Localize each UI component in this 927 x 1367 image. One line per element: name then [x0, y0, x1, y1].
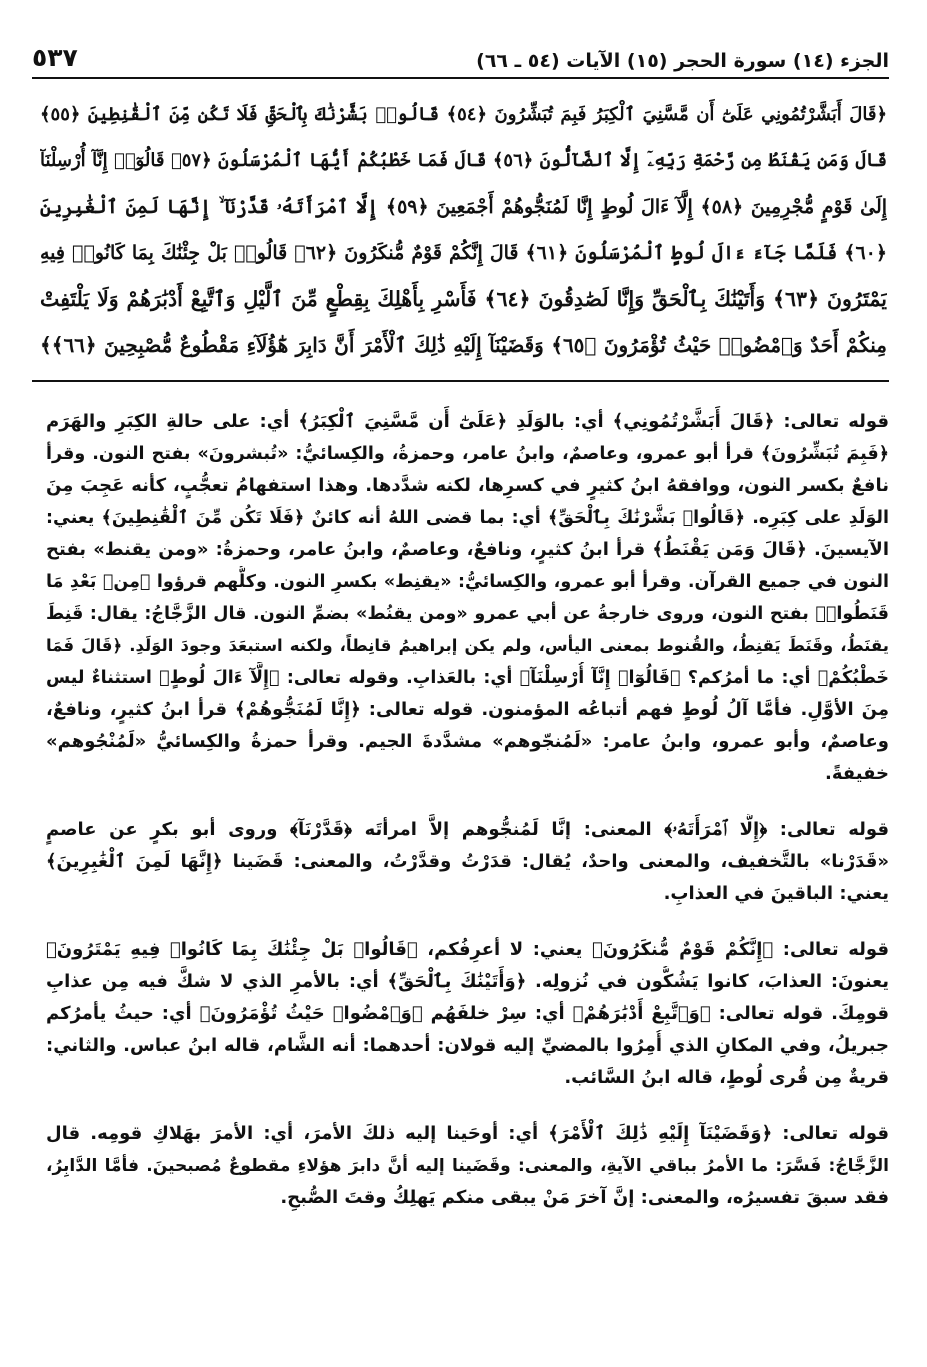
verse-line: ﴿٦٠﴾ فَلَمَّا جَآءَ ءَالَ لُوطٍ ٱلْمُرْسَلُونَ ﴿٦١﴾ قَالَ إِنَّكُمْ قَوْمٌ مُّنكَرُونَ ﴿٦٢﴾ قَالُوا۟ بَلْ جِئْنَٰكَ بِمَا كَانُوا۟ فِيهِ	[40, 242, 887, 264]
page-header	[32, 28, 889, 72]
commentary-line: قَنَطُوا۟﴾ بفتح النون، وروى خارجةُ عن أبي عمرو «ومن يقنُط» بضمِّ النون. قال الزَّجَّاجُ: يقال: قَنِطَ	[46, 604, 889, 624]
verse-line: ﴿قَالَ أَبَشَّرْتُمُونِي عَلَىٰٓ أَن مَّسَّنِيَ ٱلْكِبَرُ فَبِمَ تُبَشِّرُونَ ﴿٥٤﴾ قَالُوا۟ بَشَّرْنَٰكَ بِٱلْحَقِّ فَلَا تَكُن مِّنَ ٱلْقَٰنِطِينَ ﴿٥٥﴾	[40, 104, 887, 125]
commentary-line: قريةٌ مِن قُرى لُوطٍ، قاله ابنُ السَّائب.	[564, 1067, 889, 1088]
commentary-line: وعاصمٌ، وأبو عمرو، وابنُ عامر: «لَمُنجّوهم» مشدَّدةَ الجيم. وقرأ حمزةُ والكِسائيُّ «لَمُنْجُوهم»	[46, 731, 889, 752]
verses-divider	[32, 380, 889, 382]
header-divider	[32, 77, 889, 79]
commentary-paragraph	[46, 406, 889, 790]
commentary-line: يعنونَ: العذابَ، كانوا يَشُكُّون في نُزولِه. ﴿وَأَتَيْنَٰكَ بِٱلْحَقِّ﴾ أي: بالأمرِ الذي لا شكَّ فيه مِن عذابِ	[46, 971, 889, 992]
verse-line: قَالَ وَمَن يَقْنَطُ مِن رَّحْمَةِ رَبِّهِۦٓ إِلَّا ٱلضَّآلُّونَ ﴿٥٦﴾ قَالَ فَمَا خَطْبُكُمْ أَيُّهَا ٱلْمُرْسَلُونَ ﴿٥٧﴾ قَالُوٓا۟ إِنَّآ أُرْسِلْنَآ	[40, 150, 887, 171]
commentary-line: يعني: الباقينَ في العذابِ.	[663, 883, 889, 904]
commentary-line: جبريلُ، وفي المكانِ الذي أُمِرُوا بالمضيِّ إليه قولان: أحدهما: أنه الشَّام، قاله ابنُ عباس. والثاني:	[46, 1035, 889, 1056]
commentary-line: خفيفةً.	[825, 763, 889, 784]
commentary-line: الآيسينَ. ﴿قَالَ وَمَن يَقْنَطُ﴾ قرأ ابنُ كثيرٍ، ونافعٌ، وعاصمٌ، وابنُ عامر، وحمزةُ: «ومن يقنط» بفتح	[46, 539, 889, 560]
header-title: الجزء (١٤) سورة الحجر (١٥) الآيات (٥٤ ـ ٦٦)	[476, 50, 889, 72]
commentary-line: خَطْبُكُمْ﴾ أي: ما أمرُكم؟ ﴿قَالُوٓا۟ إِنَّآ أُرْسِلْنَآ﴾ أي: بالعَذابِ. وقوله تعالى: ﴿إِلَّآ ءَالَ لُوطٍ﴾ استثناءٌ ليس	[46, 668, 889, 688]
commentary-paragraph	[46, 814, 889, 910]
commentary-line: النون في جميع القرآن. وقرأ أبو عمرو، والكِسائيُّ: «يقنِط» بكسرِ النون. وكلُّهم قرؤوا ﴿مِنۢ بَعْدِ مَا	[46, 572, 889, 592]
commentary-paragraph	[46, 1118, 889, 1214]
tafsir-commentary	[46, 406, 889, 1214]
commentary-line: مِنَ الأوَّلِ. فأمَّا آلُ لُوطٍ فهم أتباعُه المؤمنون. قوله تعالى: ﴿إِنَّا لَمُنَجُّوهُمْ﴾ قرأ ابنُ كثيرٍ، ونافعٌ،	[46, 699, 889, 720]
verse-line: مِنكُمْ أَحَدٌ وَٱمْضُوا۟ حَيْثُ تُؤْمَرُونَ ﴿٦٥﴾ وَقَضَيْنَآ إِلَيْهِ ذَٰلِكَ ٱلْأَمْرَ أَنَّ دَابِرَ هَٰٓؤُلَآءِ مَقْطُوعٌ مُّصْبِحِينَ ﴿٦٦﴾﴾	[40, 333, 887, 357]
commentary-line: قومِكَ. قوله تعالى: ﴿وَٱتَّبِعْ أَدْبَٰرَهُمْ﴾ أي: سِرْ خلفَهُم ﴿وَٱمْضُوا۟ حَيْثُ تُؤْمَرُونَ﴾ أي: حيثُ يأمرُكم	[46, 1003, 889, 1024]
commentary-line: ﴿فَبِمَ تُبَشِّرُونَ﴾ قرأ أبو عمرو، وعاصمٌ، وابنُ عامر، وحمزةُ، والكِسائيُّ: «تُبشرونَ» بفتح النون. وقرأ	[46, 444, 889, 464]
commentary-line: يقنَطُ، وقَنَطَ يَقنِطُ، والقُنوط بمعنى اليأس، ولم يكن إبراهيمُ قانِطاً، ولكنه استبعَدَ وجودَ الوَلَدِ. ﴿قَالَ فَمَا	[46, 636, 889, 655]
commentary-line: الوَلَدِ على كِبَرِه. ﴿قَالُوا۟ بَشَّرْنَٰكَ بِٱلْحَقِّ﴾ أي: بما قضى اللهُ أنه كائنٌ ﴿فَلَا تَكُن مِّنَ ٱلْقَٰنِطِينَ﴾ يعني:	[46, 508, 889, 528]
verse-line: إِلَىٰ قَوْمٍ مُّجْرِمِينَ ﴿٥٨﴾ إِلَّآ ءَالَ لُوطٍ إِنَّا لَمُنَجُّوهُمْ أَجْمَعِينَ ﴿٥٩﴾ إِلَّا ٱمْرَأَتَهُۥ قَدَّرْنَآ ۙ إِنَّهَا لَمِنَ ٱلْغَٰبِرِينَ	[40, 196, 887, 218]
commentary-line: قوله تعالى: ﴿إِنَّكُمْ قَوْمٌ مُّنكَرُونَ﴾ يعني: لا أعرِفُكم، ﴿قَالُوا۟ بَلْ جِئْنَٰكَ بِمَا كَانُوا۟ فِيهِ يَمْتَرُونَ﴾	[46, 939, 889, 960]
commentary-line: «قَدَرْنا» بالتَّخفيف، والمعنى واحدٌ، يُقال: قدَرْتُ وقدَّرْتُ، والمعنى: قَضَينا ﴿إِنَّهَا لَمِنَ ٱلْغَٰبِرِينَ﴾	[46, 851, 889, 872]
commentary-line: الزَّجَّاجُ: فَسَّرَ: ما الأمرُ بباقي الآيةِ، والمعنى: وقَضَينا إليه أنَّ دابرَ هؤلاءِ مقطوعٌ مُصبحينَ. فأمَّا الدَّابِرُ،	[46, 1156, 889, 1176]
commentary-line: نافعٌ بكسر النون، ووافقهُ ابنُ كثيرٍ في كسرِها، لكنه شدَّدها. وهذا استفهامُ تعجُّبٍ، كأنه عَجِبَ مِنَ	[46, 475, 889, 496]
verse-line: يَمْتَرُونَ ﴿٦٣﴾ وَأَتَيْنَٰكَ بِٱلْحَقِّ وَإِنَّا لَصَٰدِقُونَ ﴿٦٤﴾ فَأَسْرِ بِأَهْلِكَ بِقِطْعٍ مِّنَ ٱلَّيْلِ وَٱتَّبِعْ أَدْبَٰرَهُمْ وَلَا يَلْتَفِتْ	[40, 287, 887, 311]
quran-verses-block	[40, 92, 887, 368]
commentary-paragraph	[46, 934, 889, 1094]
page-number: ٥٣٧	[32, 43, 78, 72]
commentary-line: قوله تعالى: ﴿قَالَ أَبَشَّرْتُمُونِي﴾ أي: بالوَلَدِ ﴿عَلَىٰٓ أَن مَّسَّنِيَ ٱلْكِبَرُ﴾ أي: على حالةِ الكِبَرِ والهَرَم	[46, 411, 889, 432]
commentary-line: قوله تعالى: ﴿إِلَّا ٱمْرَأَتَهُۥ﴾ المعنى: إنَّا لَمُنجُّوهم إلاَّ امرأتَه ﴿قَدَّرْنَآ﴾ وروى أبو بكرٍ عن عاصمٍ	[46, 819, 889, 840]
commentary-line: قوله تعالى: ﴿وَقَضَيْنَآ إِلَيْهِ ذَٰلِكَ ٱلْأَمْرَ﴾ أي: أوحَينا إليه ذلكَ الأمرَ، أي: الأمرَ بهَلاكِ قومِه. قال	[46, 1123, 889, 1144]
commentary-line: فقد سبقَ تفسيرُه، والمعنى: إنَّ آخرَ مَنْ يبقى منكم يَهلِكُ وقتَ الصُّبحِ.	[280, 1187, 889, 1208]
